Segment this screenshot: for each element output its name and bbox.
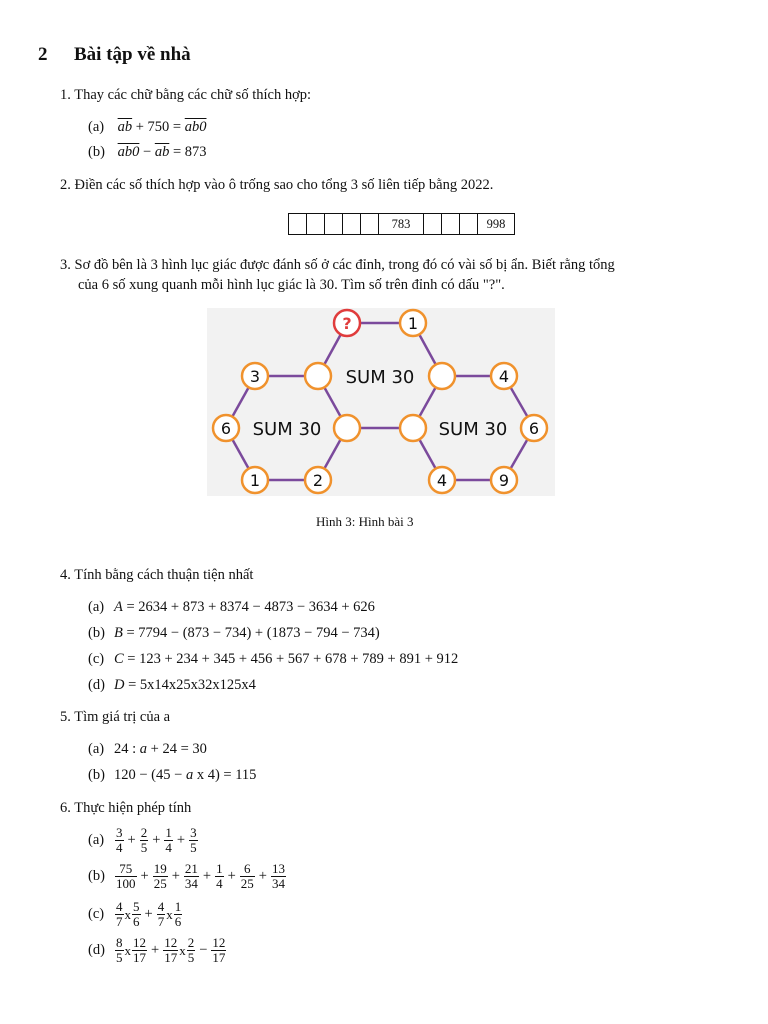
- operator: +: [202, 868, 212, 884]
- q5-text: Tìm giá trị của a: [74, 709, 171, 725]
- number-grid: [288, 213, 515, 235]
- var-a: A: [114, 599, 123, 615]
- q1-number: 1.: [60, 87, 71, 103]
- q4c: [88, 650, 458, 668]
- q1b: [88, 143, 207, 161]
- fraction: [215, 862, 224, 891]
- hexagon-sum-label: SUM 30: [252, 419, 322, 440]
- denominator: 34: [184, 876, 198, 891]
- vertex-label: 2: [312, 471, 324, 490]
- q4d: [88, 676, 256, 694]
- numerator: 13: [271, 861, 285, 876]
- numerator: 12: [133, 935, 146, 950]
- vertex-label: 9: [498, 471, 510, 490]
- q1b-p1: ab0: [117, 144, 140, 160]
- numerator: 4: [116, 899, 123, 914]
- numerator: 8: [116, 935, 123, 950]
- numerator: 1: [216, 861, 223, 876]
- fraction: [115, 936, 124, 965]
- numerator: 5: [133, 899, 140, 914]
- q6-number: 6.: [60, 800, 71, 816]
- q6b-label: (b): [88, 868, 105, 884]
- fraction: [157, 900, 166, 929]
- q2-prompt: [60, 176, 493, 194]
- operator: +: [152, 832, 161, 848]
- operator: +: [151, 942, 160, 958]
- denominator: 25: [240, 876, 254, 891]
- grid-cell[interactable]: [442, 214, 460, 234]
- times-sign: x: [166, 906, 173, 922]
- q5a-label: (a): [88, 741, 105, 757]
- denominator: 25: [153, 876, 167, 891]
- numerator: 4: [157, 899, 165, 914]
- grid-cell[interactable]: [424, 214, 442, 234]
- q4b-label: (b): [88, 625, 105, 641]
- hexagon-figure: [207, 308, 555, 496]
- operator: −: [199, 942, 208, 958]
- fraction: [140, 826, 149, 855]
- var-c: C: [114, 651, 124, 667]
- q4a-expr: = 2634 + 873 + 8374 − 4873 − 3634 + 626: [122, 599, 375, 615]
- q4-prompt: [60, 566, 253, 584]
- fraction: [163, 936, 178, 965]
- q3-number: 3.: [60, 257, 71, 273]
- denominator: 6: [174, 914, 182, 929]
- q6c-label: (c): [88, 906, 105, 922]
- question-mark-label: ?: [342, 314, 352, 333]
- vertex-label: 4: [498, 367, 510, 386]
- denominator: 5: [187, 950, 195, 965]
- fraction: [132, 936, 147, 965]
- q2-number: 2.: [60, 177, 71, 193]
- q6a: [88, 826, 199, 855]
- denominator: 4: [116, 840, 123, 855]
- q1b-p3: $\overline{ab}$: [154, 144, 170, 160]
- vertex-label: 6: [528, 419, 540, 438]
- denominator: 5: [116, 950, 123, 965]
- times-sign: x: [124, 942, 131, 958]
- q5b: [88, 766, 256, 784]
- q4c-label: (c): [88, 651, 105, 667]
- numerator: 75: [115, 862, 137, 877]
- numerator: 19: [153, 861, 167, 876]
- vertex-label: 4: [436, 471, 448, 490]
- fraction: [115, 826, 124, 855]
- vertex-label: 3: [249, 367, 261, 386]
- q1a-p1: $\overline{ab}$: [117, 119, 133, 135]
- q3-line1: [60, 256, 615, 274]
- denominator: 4: [216, 876, 223, 891]
- q4b: [88, 624, 380, 642]
- fraction: [184, 862, 199, 891]
- var-a: a: [139, 741, 148, 757]
- denominator: 5: [190, 840, 197, 855]
- q1a: [88, 118, 206, 136]
- vertex-label: 1: [249, 471, 261, 490]
- numerator: 12: [212, 935, 226, 950]
- q4a: [88, 598, 375, 616]
- fraction: [271, 862, 286, 891]
- fraction: [187, 936, 196, 965]
- q4-text: Tính bằng cách thuận tiện nhất: [74, 567, 254, 583]
- fraction: [240, 862, 255, 891]
- grid-cell[interactable]: [307, 214, 325, 234]
- denominator: 17: [133, 950, 146, 965]
- q4c-expr: = 123 + 234 + 345 + 456 + 567 + 678 + 789 + 891 + 912: [123, 651, 459, 667]
- times-sign: x: [179, 942, 186, 958]
- fraction: [115, 900, 124, 929]
- denominator: 17: [212, 950, 226, 965]
- operator: +: [171, 868, 180, 884]
- fraction: [174, 900, 183, 929]
- q5-number: 5.: [60, 709, 71, 725]
- operator: +: [127, 832, 136, 848]
- q5b-p2: x 4) = 115: [193, 767, 257, 783]
- q1a-label: (a): [88, 119, 105, 135]
- times-sign: x: [124, 906, 131, 922]
- q1b-label: (b): [88, 144, 105, 160]
- q2-text: Điền các số thích hợp vào ô trống sao cho tổng 3 số liên tiếp bằng 2022.: [74, 177, 494, 193]
- fraction: [189, 826, 198, 855]
- vertex-label: 1: [407, 314, 419, 333]
- q3-text-2: của 6 số xung quanh mỗi hình lục giác là 30. Tìm số trên đỉnh có dấu "?".: [78, 277, 505, 293]
- section-number: 2: [38, 44, 48, 65]
- q4-number: 4.: [60, 567, 71, 583]
- numerator: 3: [116, 825, 123, 840]
- q5b-p1: 120 − (45 −: [114, 767, 186, 783]
- q6-text: Thực hiện phép tính: [74, 800, 192, 816]
- fraction: [115, 862, 137, 891]
- hexagon-sum-label: SUM 30: [345, 367, 415, 388]
- operator: +: [258, 868, 267, 884]
- denominator: 4: [165, 840, 172, 855]
- q5a-p2: + 24 = 30: [147, 741, 207, 757]
- numerator: 6: [240, 862, 255, 877]
- operator: +: [176, 832, 186, 848]
- denominator: 100: [116, 876, 136, 891]
- hexagon-sum-label: SUM 30: [438, 419, 508, 440]
- figure-caption: Hình 3: Hình bài 3: [316, 514, 414, 529]
- numerator: 2: [140, 825, 148, 840]
- q1b-p2: −: [139, 144, 155, 160]
- q1a-p3: ab0: [184, 119, 207, 135]
- denominator: 34: [271, 876, 285, 891]
- q6-prompt: [60, 799, 191, 817]
- grid-cell[interactable]: [289, 214, 307, 234]
- q4a-label: (a): [88, 599, 105, 615]
- q5-prompt: [60, 708, 170, 726]
- fraction: [211, 936, 226, 965]
- denominator: 6: [133, 914, 140, 929]
- q6d: [88, 936, 227, 965]
- q5a-p1: 24 :: [114, 741, 140, 757]
- q5b-label: (b): [88, 767, 105, 783]
- grid-cell: 783: [379, 214, 424, 234]
- q1-text: Thay các chữ bằng các chữ số thích hợp:: [74, 87, 312, 103]
- numerator: 21: [184, 861, 198, 876]
- denominator: 7: [116, 914, 123, 929]
- numerator: 1: [165, 825, 172, 840]
- numerator: 2: [187, 935, 195, 950]
- denominator: 7: [157, 914, 165, 929]
- q4d-expr: = 5x14x25x32x125x4: [124, 677, 256, 693]
- q1-prompt: [60, 86, 311, 104]
- q4d-label: (d): [88, 677, 105, 693]
- grid-cell[interactable]: [460, 214, 478, 234]
- var-a: a: [185, 767, 194, 783]
- q4b-expr: = 7794 − (873 − 734) + (1873 − 794 − 734): [122, 625, 380, 641]
- numerator: 1: [174, 899, 182, 914]
- q6b: [88, 862, 287, 891]
- denominator: 17: [164, 950, 178, 965]
- q6d-label: (d): [88, 942, 105, 958]
- operator: +: [140, 868, 149, 884]
- grid-cell: 998: [486, 217, 506, 231]
- denominator: 5: [140, 840, 148, 855]
- fraction: [164, 826, 173, 855]
- q1a-p2: + 750 =: [132, 119, 185, 135]
- q3-text-1: Sơ đồ bên là 3 hình lục giác được đánh số ở các đỉnh, trong đó có vài số bị ẩn. Biết rằng tổng: [74, 257, 615, 273]
- numerator: 3: [190, 825, 197, 840]
- grid-cell[interactable]: [361, 214, 379, 234]
- vertex-label: 6: [220, 419, 232, 438]
- var-d: D: [114, 677, 125, 693]
- q6a-label: (a): [88, 832, 105, 848]
- q1b-p4: = 873: [169, 144, 207, 160]
- operator: +: [144, 906, 153, 922]
- fraction: [132, 900, 141, 929]
- numerator: 12: [164, 935, 178, 950]
- q6c: [88, 900, 183, 929]
- operator: +: [227, 868, 236, 884]
- grid-cell[interactable]: [343, 214, 361, 234]
- grid-cell[interactable]: [325, 214, 343, 234]
- section-title: Bài tập về nhà: [74, 44, 191, 65]
- fraction: [153, 862, 168, 891]
- var-b: B: [114, 625, 123, 641]
- q5a: [88, 740, 207, 758]
